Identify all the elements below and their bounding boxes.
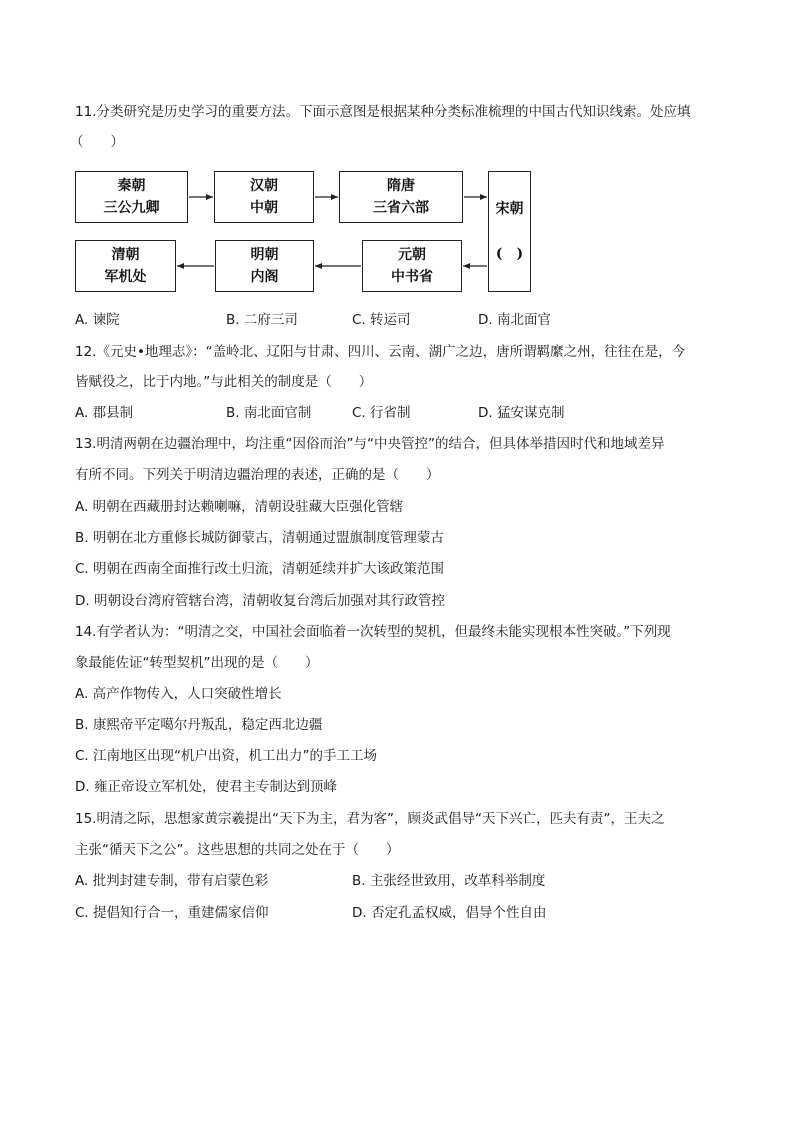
q13-option-b[interactable]: B. 明朝在北方重修长城防御蒙古，清朝通过盟旗制度管理蒙古 — [75, 530, 444, 546]
q11-option-c[interactable]: C. 转运司 — [352, 312, 411, 328]
q13-option-d[interactable]: D. 明朝设台湾府管辖台湾，清朝收复台湾后加强对其行政管控 — [75, 593, 445, 609]
box-ming-dynasty: 明朝 — [250, 247, 279, 263]
box-yuan-dynasty: 元朝 — [398, 247, 426, 263]
q13-stem-line2: 有所不同。下列关于明清边疆治理的表述，正确的是（ ） — [75, 467, 440, 483]
box-ming-system: 内阁 — [250, 269, 279, 285]
q15-option-d[interactable]: D. 否定孔孟权威，倡导个性自由 — [352, 905, 547, 921]
q12-option-c[interactable]: C. 行省制 — [352, 405, 411, 421]
q11-option-a[interactable]: A. 谏院 — [75, 312, 120, 328]
q14-option-c[interactable]: C. 江南地区出现“机户出资，机工出力”的手工工场 — [75, 748, 377, 764]
q14-stem-line2: 象最能佐证“转型契机”出现的是（ ） — [75, 655, 319, 671]
box-qing-dynasty: 清朝 — [111, 247, 140, 263]
q14-stem-line1: 14.有学者认为：“明清之交，中国社会面临着一次转型的契机，但最终未能实现根本性突破。”下列现 — [75, 624, 671, 640]
box-sui-tang-dynasty: 隋唐 — [387, 178, 415, 194]
q12-option-b[interactable]: B. 南北面官制 — [226, 405, 312, 421]
q15-option-c[interactable]: C. 提倡知行合一，重建儒家信仰 — [75, 905, 269, 921]
box-qin-system: 三公九卿 — [103, 200, 160, 216]
q11-option-d[interactable]: D. 南北面官 — [478, 312, 551, 328]
box-qin-dynasty: 秦朝 — [117, 178, 146, 194]
q11-paren: （ ） — [70, 134, 124, 150]
box-han-dynasty: 汉朝 — [250, 178, 278, 194]
box-qing-system: 军机处 — [104, 269, 147, 285]
q11-option-b[interactable]: B. 二府三司 — [226, 312, 298, 328]
q12-option-d[interactable]: D. 猛安谋克制 — [478, 405, 565, 421]
box-song-blank: ( ) — [495, 246, 524, 263]
box-sui-tang-system: 三省六部 — [373, 200, 429, 216]
q12-stem-line1: 12.《元史•地理志》：“盖岭北、辽阳与甘肃、四川、云南、湖广之边，唐所谓羁縻之州，往往在是，今 — [75, 344, 686, 360]
q15-option-a[interactable]: A. 批判封建专制，带有启蒙色彩 — [75, 873, 269, 889]
box-han-system: 中朝 — [250, 200, 278, 216]
q14-option-d[interactable]: D. 雍正帝设立军机处，使君主专制达到顶峰 — [75, 779, 337, 795]
q15-stem-line2: 主张“循天下之公”。这些思想的共同之处在于（ ） — [75, 842, 400, 858]
q13-option-c[interactable]: C. 明朝在西南全面推行改土归流，清朝延续并扩大该政策范围 — [75, 561, 445, 577]
q13-stem-line1: 13.明清两朝在边疆治理中，均注重“因俗而治”与“中央管控”的结合，但具体举措因时代和地域差异 — [75, 436, 665, 452]
box-yuan-system: 中书省 — [391, 269, 433, 285]
box-song-dynasty: 宋朝 — [495, 200, 524, 217]
q12-option-a[interactable]: A. 郡县制 — [75, 405, 134, 421]
q11-stem: 11.分类研究是历史学习的重要方法。下面示意图是根据某种分类标准梳理的中国古代知识线索。处应填 — [75, 104, 691, 120]
q14-option-b[interactable]: B. 康熙帝平定噶尔丹叛乱，稳定西北边疆 — [75, 717, 323, 733]
q12-stem-line2: 皆赋役之，比于内地。”与此相关的制度是（ ） — [75, 374, 373, 390]
q15-stem-line1: 15.明清之际，思想家黄宗羲提出“天下为主，君为客”，顾炎武倡导“天下兴亡，匹夫有责”，王夫之 — [75, 811, 665, 827]
q14-option-a[interactable]: A. 高产作物传入，人口突破性增长 — [75, 686, 282, 702]
q13-option-a[interactable]: A. 明朝在西藏册封达赖喇嘛，清朝设驻藏大臣强化管辖 — [75, 499, 404, 515]
q15-option-b[interactable]: B. 主张经世致用，改革科举制度 — [352, 873, 546, 889]
